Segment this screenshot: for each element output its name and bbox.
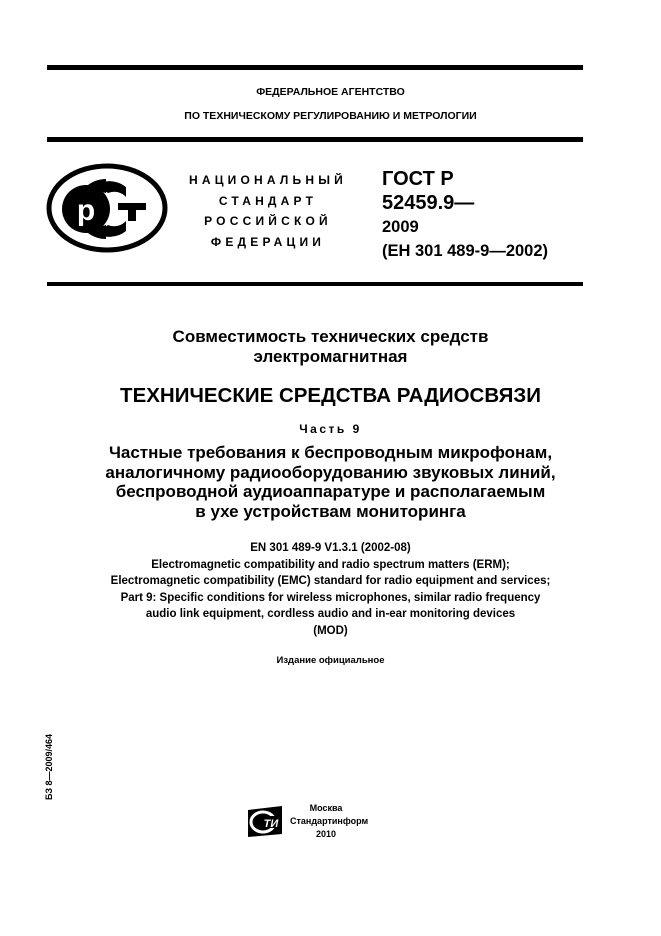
gost-designation [382, 167, 548, 263]
national-line-2: СТАНДАРТ [218, 193, 318, 208]
subtitle-line-3: беспроводной аудиоаппаратуре и располагаемым [115, 482, 546, 501]
agency-line-2: ПО ТЕХНИЧЕСКОМУ РЕГУЛИРОВАНИЮ И МЕТРОЛОГИИ [184, 110, 477, 122]
side-code: БЗ 8—2009/464 [44, 733, 54, 800]
en-line-3: Electromagnetic compatibility (EMC) standard for radio equipment and services; [110, 575, 551, 588]
en-line-2: Electromagnetic compatibility and radio spectrum matters (ERM); [151, 558, 510, 571]
publisher-year: 2010 [315, 829, 337, 839]
subtitle-line-2: аналогичному радиооборудованию звуковых линий, [105, 462, 556, 482]
top-rule [47, 65, 583, 70]
national-line-3: РОССИЙСКОЙ [204, 214, 332, 228]
en-line-6: (MOD) [313, 624, 348, 637]
national-line-4: ФЕДЕРАЦИИ [210, 234, 326, 249]
english-reference [0, 540, 661, 640]
header-rule [47, 137, 583, 142]
national-line-1: НАЦИОНАЛЬНЫЙ [188, 173, 348, 187]
standartinform-logo-icon [246, 806, 284, 838]
edition-label: Издание официальное [276, 655, 385, 666]
gost-equivalent: (ЕН 301 489-9—2002) [382, 242, 549, 260]
agency-line-1: ФЕДЕРАЛЬНОЕ АГЕНТСТВО [256, 86, 405, 98]
en-line-4: Part 9: Specific conditions for wireless microphones, similar radio frequency [120, 591, 541, 604]
document-title [0, 327, 661, 367]
publisher-city: Москва [309, 803, 343, 813]
document-subtitle [0, 443, 661, 521]
standard-rule [47, 282, 583, 286]
publisher-name: Стандартинформ [290, 816, 369, 826]
gost-number: 52459.9— [382, 192, 475, 214]
part-label: Часть 9 [299, 422, 362, 436]
publisher-info [290, 802, 369, 841]
national-standard-label [178, 170, 358, 252]
subtitle-line-1: Частные требования к беспроводным микрофонам, [108, 443, 553, 462]
gost-year: 2009 [382, 218, 419, 236]
document-main-title: ТЕХНИЧЕСКИЕ СРЕДСТВА РАДИОСВЯЗИ [120, 384, 541, 407]
en-line-1: EN 301 489-9 V1.3.1 (2002-08) [250, 542, 411, 554]
rst-gost-logo-icon [46, 163, 168, 253]
svg-text:ТИ: ТИ [263, 818, 279, 830]
subtitle-line-4: в ухе устройствам мониторинга [195, 501, 466, 521]
svg-text:р: р [76, 194, 96, 227]
title-line-1: Совместимость технических средств [172, 327, 489, 346]
title-line-2: электромагнитная [253, 347, 408, 366]
en-line-5: audio link equipment, cordless audio and in-ear monitoring devices [145, 608, 516, 621]
gost-label: ГОСТ Р [382, 168, 454, 190]
